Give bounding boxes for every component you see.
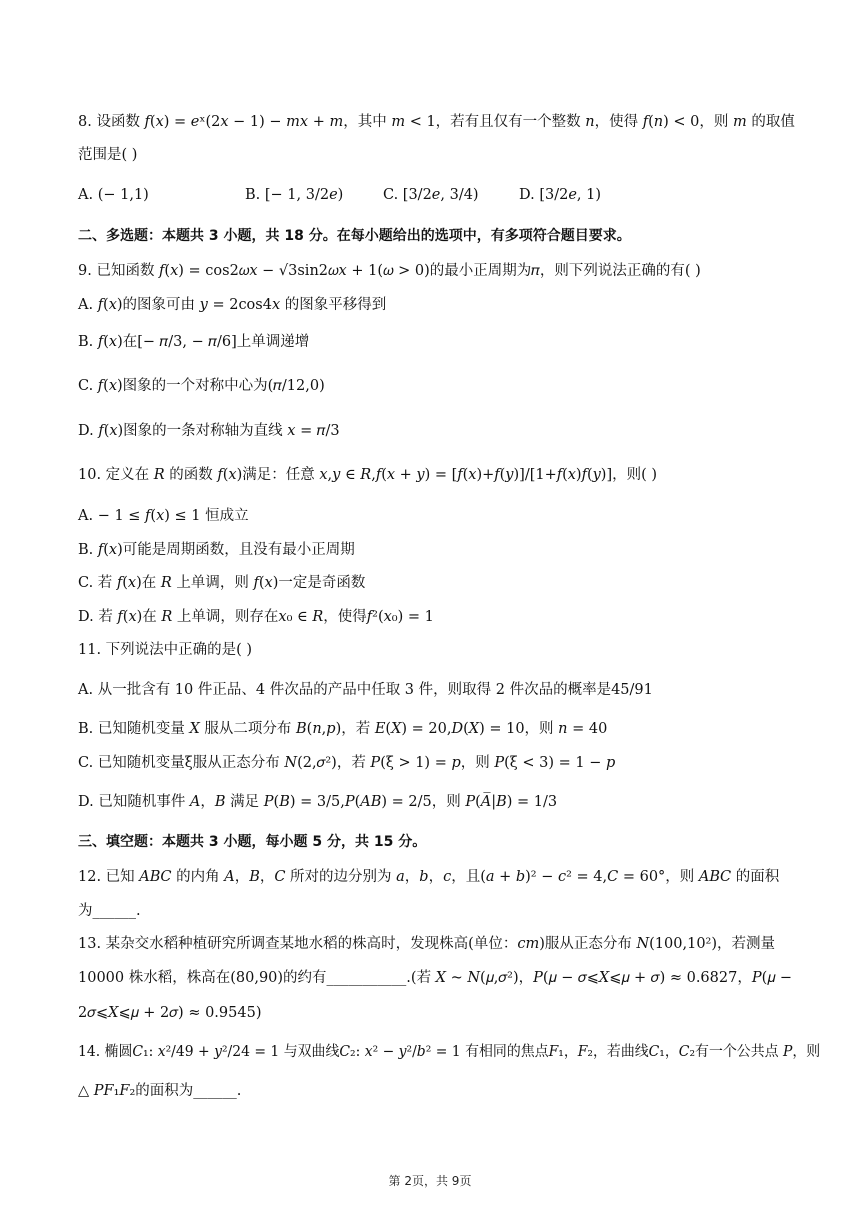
q11-stem: 11. 下列说法中正确的是( ): [78, 642, 253, 658]
section-3-heading: 三、填空题：本题共 3 小题，每小题 5 分，共 15 分。: [78, 834, 427, 850]
q11-option-d: D. 已知随机事件 𝐴，𝐵 满足 𝑃(𝐵) = 3/5,𝑃(𝐴𝐵) = 2/5，则 𝑃(𝐴̅|𝐵) = 1/3: [78, 794, 558, 810]
q10-stem: 10. 定义在 𝑅 的函数 𝑓(𝑥)满足：任意 𝑥,𝑦 ∈ 𝑅,𝑓(𝑥 + 𝑦) = [𝑓(𝑥)+𝑓(𝑦)]/[1+𝑓(𝑥)𝑓(𝑦)]，则( ): [78, 467, 658, 483]
q10-option-b: B. 𝑓(𝑥)可能是周期函数，且没有最小正周期: [78, 542, 355, 558]
q13-stem-line3: 2𝜎⩽𝑋⩽𝜇 + 2𝜎) ≈ 0.9545): [78, 1005, 262, 1021]
q9-option-c: C. 𝑓(𝑥)图象的一个对称中心为(𝜋/12,0): [78, 378, 325, 394]
q11-option-a: A. 从一批含有 10 件正品、4 件次品的产品中任取 3 件，则取得 2 件次品的概率是45/91: [78, 682, 653, 698]
page-footer: 第 2页，共 9页: [388, 1174, 472, 1188]
q14-stem-line1: 14. 椭圆𝐶₁: 𝑥²/49 + 𝑦²/24 = 1 与双曲线𝐶₂: 𝑥² − 𝑦²/𝑏² = 1 有相同的焦点𝐹₁，𝐹₂，若曲线𝐶₁，𝐶₂有一个公共点 𝑃，则: [78, 1044, 821, 1060]
q13-stem-line1: 13. 某杂交水稻种植研究所调查某地水稻的株高时，发现株高(单位：𝑐𝑚)服从正态分布 𝑁(100,10²)，若测量: [78, 936, 776, 952]
q8-option-a: A. (− 1,1): [78, 187, 149, 203]
q9-stem: 9. 已知函数 𝑓(𝑥) = cos2𝜔𝑥 − √3sin2𝜔𝑥 + 1(𝜔 > 0)的最小正周期为𝜋，则下列说法正确的有( ): [78, 263, 701, 279]
section-2-heading: 二、多选题：本题共 3 小题，共 18 分。在每小题给出的选项中，有多项符合题目要求。: [78, 228, 631, 244]
q14-stem-line2: △ 𝑃𝐹₁𝐹₂的面积为______.: [78, 1083, 242, 1099]
q8-option-c: C. [3/2𝑒, 3/4): [383, 187, 479, 203]
q8-option-b: B. [− 1, 3/2𝑒): [245, 187, 344, 203]
q8-option-d: D. [3/2𝑒, 1): [519, 187, 602, 203]
q12-stem-line1: 12. 已知 𝐴𝐵𝐶 的内角 𝐴，𝐵，𝐶 所对的边分别为 𝑎，𝑏，𝑐，且(𝑎 + 𝑏)² − 𝑐² = 4,𝐶 = 60°，则 𝐴𝐵𝐶 的面积: [78, 869, 780, 885]
q8-stem-line1: 8. 设函数 𝑓(𝑥) = 𝑒ˣ(2𝑥 − 1) − 𝑚𝑥 + 𝑚，其中 𝑚 < 1，若有且仅有一个整数 𝑛，使得 𝑓(𝑛) < 0，则 𝑚 的取值: [78, 114, 795, 130]
q8-stem-line2: 范围是( ): [78, 147, 138, 163]
q11-option-c: C. 已知随机变量ξ服从正态分布 𝑁(2,𝜎²)，若 𝑃(ξ > 1) = 𝑝，则 𝑃(ξ < 3) = 1 − 𝑝: [78, 755, 616, 771]
q9-option-d: D. 𝑓(𝑥)图象的一条对称轴为直线 𝑥 = 𝜋/3: [78, 423, 340, 439]
q10-option-d: D. 若 𝑓(𝑥)在 𝑅 上单调，则存在𝑥₀ ∈ 𝑅，使得𝑓²(𝑥₀) = 1: [78, 609, 434, 625]
q9-option-a: A. 𝑓(𝑥)的图象可由 𝑦 = 2cos4𝑥 的图象平移得到: [78, 297, 387, 313]
q13-stem-line2: 10000 株水稻，株高在(80,90)的约有___________.(若 𝑋 ~ 𝑁(𝜇,𝜎²)，𝑃(𝜇 − 𝜎⩽𝑋⩽𝜇 + 𝜎) ≈ 0.6827，𝑃(𝜇 −: [78, 970, 793, 986]
q10-option-c: C. 若 𝑓(𝑥)在 𝑅 上单调，则 𝑓(𝑥)一定是奇函数: [78, 575, 366, 591]
q12-stem-line2: 为______.: [78, 903, 141, 919]
q11-option-b: B. 已知随机变量 𝑋 服从二项分布 𝐵(𝑛,𝑝)，若 𝐸(𝑋) = 20,𝐷(𝑋) = 10，则 𝑛 = 40: [78, 721, 608, 737]
q9-option-b: B. 𝑓(𝑥)在[− 𝜋/3, − 𝜋/6]上单调递增: [78, 334, 310, 350]
q10-option-a: A. − 1 ≤ 𝑓(𝑥) ≤ 1 恒成立: [78, 508, 249, 524]
